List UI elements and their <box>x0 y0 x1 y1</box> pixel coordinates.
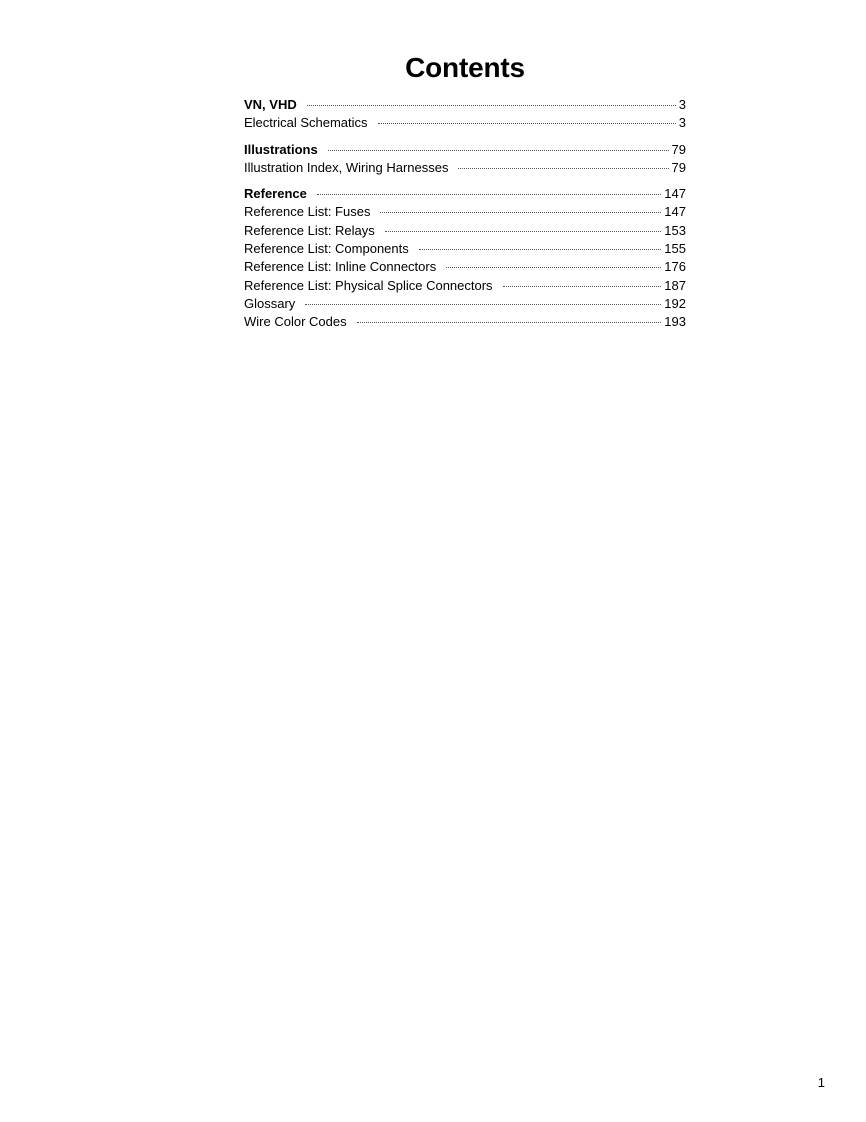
toc-heading-label: VN, VHD <box>244 97 297 112</box>
toc-page-number: 193 <box>664 314 686 330</box>
dot-leader <box>317 180 661 195</box>
toc-page-number: 176 <box>664 259 686 275</box>
toc-page-number: 3 <box>678 115 686 131</box>
table-of-contents <box>244 94 686 338</box>
toc-entry-label: Glossary <box>244 295 296 311</box>
dot-leader <box>305 290 661 305</box>
toc-section-reference <box>244 183 686 329</box>
toc-page-number: 153 <box>664 222 686 238</box>
toc-page-number: 187 <box>664 277 686 293</box>
dot-leader <box>385 217 662 232</box>
dot-leader <box>446 253 661 268</box>
toc-entry-label: Electrical Schematics <box>244 115 368 131</box>
toc-entry-label: Wire Color Codes <box>244 314 347 330</box>
dot-leader <box>503 272 662 287</box>
dot-leader <box>380 198 661 213</box>
toc-section-illustrations <box>244 139 686 176</box>
toc-entry-label: Reference List: Relays <box>244 222 375 238</box>
toc-page-number: 155 <box>664 241 686 257</box>
toc-entry-electrical-schematics[interactable] <box>244 112 686 130</box>
toc-section-vn-vhd <box>244 94 686 131</box>
dot-leader <box>328 136 669 151</box>
dot-leader <box>419 235 662 250</box>
toc-page-number: 147 <box>664 204 686 220</box>
footer-page-number: 1 <box>817 1075 825 1090</box>
toc-entry-label: Reference List: Inline Connectors <box>244 259 437 275</box>
toc-entry-label: Illustration Index, Wiring Harnesses <box>244 159 449 175</box>
dot-leader <box>357 308 662 323</box>
toc-page-number: 147 <box>664 186 686 202</box>
toc-page-number: 79 <box>671 141 686 157</box>
toc-entry-illustration-index[interactable] <box>244 157 686 175</box>
toc-heading-label: Reference <box>244 186 307 202</box>
toc-page-number: 3 <box>678 97 686 112</box>
toc-entry-label: Reference List: Physical Splice Connectors <box>244 277 493 293</box>
toc-page-number: 79 <box>671 159 686 175</box>
toc-page-number: 192 <box>664 295 686 311</box>
toc-entry-label: Reference List: Fuses <box>244 204 371 220</box>
toc-entry-label: Reference List: Components <box>244 241 409 257</box>
toc-heading-label: Illustrations <box>244 141 318 157</box>
toc-entry-wire-color-codes[interactable] <box>244 311 686 329</box>
dot-leader <box>458 154 668 169</box>
dot-leader <box>378 109 676 124</box>
dot-leader <box>307 91 676 106</box>
page-title: Contents <box>405 52 525 83</box>
